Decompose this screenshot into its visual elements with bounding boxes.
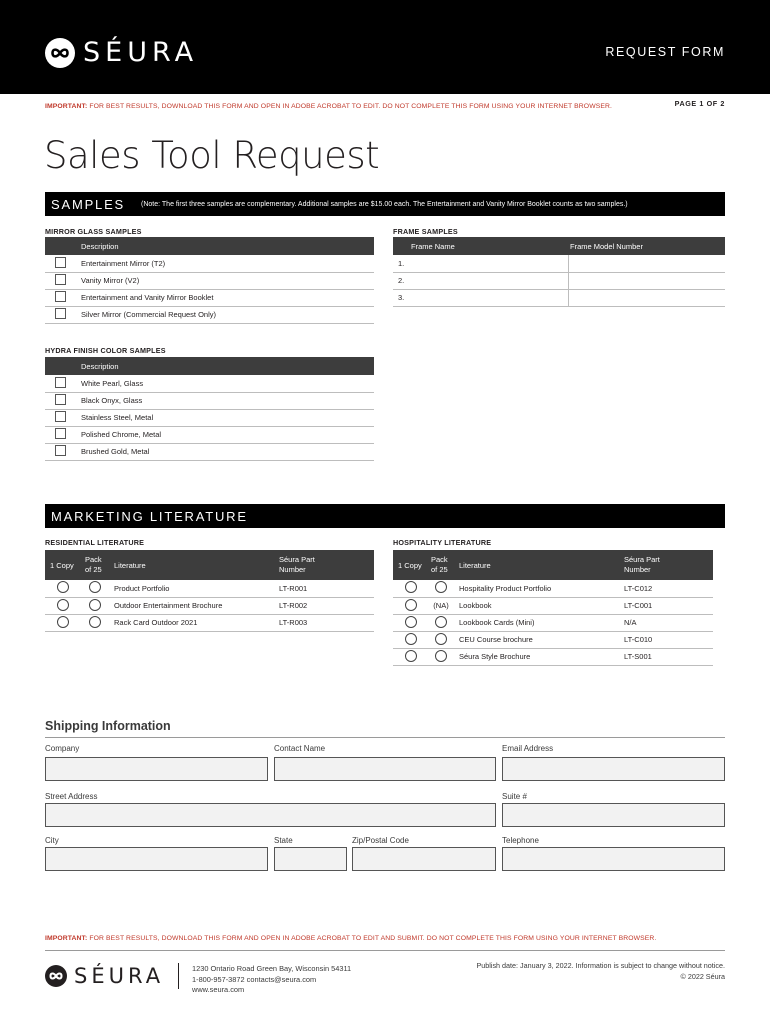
pack-label-line1: Pack [431, 555, 448, 564]
state-field[interactable] [274, 847, 347, 871]
list-item: Entertainment Mirror (T2) [75, 255, 374, 272]
samples-section-bar [45, 192, 725, 216]
suite-label: Suite # [502, 792, 527, 801]
lookbook-cards-1copy-radio[interactable] [405, 616, 417, 628]
table-row [45, 426, 374, 443]
divider [178, 963, 179, 989]
frame-name-field-2[interactable] [393, 272, 568, 289]
polished-chrome-checkbox[interactable] [55, 428, 66, 439]
pack-not-available: (NA) [428, 597, 454, 614]
list-item: Vanity Mirror (V2) [75, 272, 374, 289]
table-row [45, 272, 374, 289]
part-number: LT-R001 [279, 580, 374, 597]
residential-table [45, 550, 374, 632]
zip-label: Zip/Postal Code [352, 836, 409, 845]
website-link[interactable]: www.seura.com [192, 985, 245, 994]
contact-line: 1-800-957-3872 contacts@seura.com [192, 974, 317, 984]
part-label-line2: Number [624, 565, 651, 574]
copy-col-header: 1 Copy [393, 550, 428, 580]
pack-label-line2: of 25 [431, 565, 448, 574]
mirror-glass-table [45, 237, 374, 324]
literature-name: CEU Course brochure [454, 631, 624, 648]
list-item: Polished Chrome, Metal [75, 426, 374, 443]
checkbox-col-header [45, 237, 75, 255]
company-field[interactable] [45, 757, 268, 781]
style-brochure-1copy-radio[interactable] [405, 650, 417, 662]
white-pearl-checkbox[interactable] [55, 377, 66, 388]
literature-name: Lookbook [454, 597, 624, 614]
page-title: Sales Tool Request [44, 134, 380, 177]
part-label-line2: Number [279, 565, 306, 574]
list-item: Entertainment and Vanity Mirror Booklet [75, 289, 374, 306]
header-bar [0, 0, 770, 94]
frame-name-field-1[interactable] [393, 255, 568, 272]
pack-col-header [81, 550, 109, 580]
lookbook-cards-pack-radio[interactable] [435, 616, 447, 628]
hosp-portfolio-1copy-radio[interactable] [405, 581, 417, 593]
frame-model-field-2[interactable] [568, 272, 725, 289]
notice-top-text: FOR BEST RESULTS, DOWNLOAD THIS FORM AND OPEN IN ADOBE ACROBAT TO EDIT. DO NOT COMPLETE THIS FORM USING YOUR INTERNET BROWSER. [89, 103, 612, 110]
address-line: 1230 Ontario Road Green Bay, Wisconsin 54311 [192, 964, 352, 973]
marketing-title: MARKETING LITERATURE [51, 508, 248, 524]
table-row [45, 306, 374, 323]
literature-col-header: Literature [454, 550, 624, 580]
divider [45, 737, 725, 738]
brand-logo [45, 37, 198, 68]
portfolio-pack-radio[interactable] [89, 581, 101, 593]
list-item: Stainless Steel, Metal [75, 409, 374, 426]
table-row [45, 255, 374, 272]
table-row [393, 614, 713, 631]
stainless-steel-checkbox[interactable] [55, 411, 66, 422]
frame-model-field-3[interactable] [568, 289, 725, 306]
city-label: City [45, 836, 59, 845]
pack-label-line2: of 25 [85, 565, 102, 574]
publish-info [476, 960, 725, 982]
table-row [45, 409, 374, 426]
contact-label: Contact Name [274, 744, 326, 753]
table-header-row [45, 237, 374, 255]
table-row [393, 289, 725, 306]
table-header-row [393, 237, 725, 255]
literature-name: Rack Card Outdoor 2021 [109, 614, 279, 631]
table-header-row [45, 550, 374, 580]
hydra-heading: HYDRA FINISH COLOR SAMPLES [45, 346, 166, 355]
residential-heading: RESIDENTIAL LITERATURE [45, 538, 145, 547]
telephone-field[interactable] [502, 847, 725, 871]
suite-field[interactable] [502, 803, 725, 827]
table-header-row [45, 357, 374, 375]
phone-label: Telephone [502, 836, 539, 845]
ceu-pack-radio[interactable] [435, 633, 447, 645]
notice-bottom [45, 935, 656, 942]
part-col-header [279, 550, 374, 580]
hosp-portfolio-pack-radio[interactable] [435, 581, 447, 593]
brushed-gold-checkbox[interactable] [55, 445, 66, 456]
part-number: LT-C010 [624, 631, 713, 648]
table-row [45, 443, 374, 460]
brand-name: SÉURA [83, 37, 199, 68]
frame-name-field-3[interactable] [393, 289, 568, 306]
notice-top-label: IMPORTANT: [45, 103, 88, 110]
state-label: State [274, 836, 293, 845]
table-header-row [393, 550, 713, 580]
publish-date: Publish date: January 3, 2022. Information is subject to change without notice. [476, 961, 725, 970]
hospitality-heading: HOSPITALITY LITERATURE [393, 538, 492, 547]
list-item: Black Onyx, Glass [75, 392, 374, 409]
outdoor-brochure-1copy-radio[interactable] [57, 599, 69, 611]
notice-top [45, 103, 612, 110]
outdoor-brochure-pack-radio[interactable] [89, 599, 101, 611]
infinity-logo-icon [45, 38, 75, 68]
table-row [45, 375, 374, 392]
style-brochure-pack-radio[interactable] [435, 650, 447, 662]
table-row [393, 597, 713, 614]
frame-samples-table [393, 237, 725, 307]
ceu-1copy-radio[interactable] [405, 633, 417, 645]
pack-label-line1: Pack [85, 555, 102, 564]
frame-model-col-header: Frame Model Number [568, 237, 725, 255]
form-label: REQUEST FORM [605, 45, 725, 59]
part-number: LT-R002 [279, 597, 374, 614]
entertainment-mirror-checkbox[interactable] [55, 257, 66, 268]
marketing-section-bar [45, 504, 725, 528]
checkbox-col-header [45, 357, 75, 375]
street-address-field[interactable] [45, 803, 496, 827]
contact-name-field[interactable] [274, 757, 496, 781]
lookbook-1copy-radio[interactable] [405, 599, 417, 611]
shipping-title: Shipping Information [45, 719, 171, 733]
vanity-mirror-checkbox[interactable] [55, 274, 66, 285]
literature-name: Outdoor Entertainment Brochure [109, 597, 279, 614]
table-row [393, 648, 713, 665]
part-label-line1: Séura Part [624, 555, 660, 564]
row-number: 1. [398, 258, 405, 268]
part-number: LT-S001 [624, 648, 713, 665]
footer-logo [45, 964, 164, 988]
hydra-table [45, 357, 374, 461]
frame-model-field-1[interactable] [568, 255, 725, 272]
black-onyx-checkbox[interactable] [55, 394, 66, 405]
rack-card-pack-radio[interactable] [89, 616, 101, 628]
copyright: © 2022 Séura [680, 972, 725, 981]
table-row [393, 631, 713, 648]
table-row [45, 580, 374, 597]
table-row [393, 580, 713, 597]
email-label: Email Address [502, 744, 554, 753]
table-row [45, 392, 374, 409]
samples-title: SAMPLES [51, 196, 126, 212]
email-field[interactable] [502, 757, 725, 781]
company-label: Company [45, 744, 80, 753]
list-item: Brushed Gold, Metal [75, 443, 374, 460]
part-label-line1: Séura Part [279, 555, 315, 564]
frame-samples-heading: FRAME SAMPLES [393, 227, 458, 236]
row-number: 3. [398, 293, 405, 302]
part-number: N/A [624, 614, 713, 631]
street-label: Street Address [45, 792, 98, 801]
portfolio-1copy-radio[interactable] [57, 581, 69, 593]
description-col-header: Description [75, 237, 374, 255]
part-number: LT-C001 [624, 597, 713, 614]
literature-name: Séura Style Brochure [454, 648, 624, 665]
frame-name-col-header: Frame Name [393, 237, 568, 255]
city-field[interactable] [45, 847, 268, 871]
page-number: PAGE 1 OF 2 [674, 99, 725, 108]
zip-field[interactable] [352, 847, 496, 871]
list-item: Silver Mirror (Commercial Request Only) [75, 306, 374, 323]
pack-col-header [428, 550, 454, 580]
notice-bottom-label: IMPORTANT: [45, 935, 88, 942]
samples-note: (Note: The first three samples are complementary. Additional samples are $15.00 each. The Entertainment and Vanity Mirror Booklet counts as two samples.) [141, 200, 628, 208]
description-col-header: Description [75, 357, 374, 375]
table-row [393, 255, 725, 272]
footer-brand-name: SÉURA [74, 964, 165, 988]
silver-mirror-checkbox[interactable] [55, 308, 66, 319]
divider [45, 950, 725, 951]
literature-name: Hospitality Product Portfolio [454, 580, 624, 597]
table-row [45, 614, 374, 631]
mirror-glass-heading: MIRROR GLASS SAMPLES [45, 227, 142, 236]
rack-card-1copy-radio[interactable] [57, 616, 69, 628]
notice-bottom-text: FOR BEST RESULTS, DOWNLOAD THIS FORM AND OPEN IN ADOBE ACROBAT TO EDIT AND SUBMIT. DO NOT COMPLETE THIS FORM USING YOUR INTERNET BROWSER. [89, 935, 657, 942]
table-row [45, 289, 374, 306]
footer-address [192, 964, 351, 996]
literature-name: Product Portfolio [109, 580, 279, 597]
literature-col-header: Literature [109, 550, 279, 580]
table-row [393, 272, 725, 289]
table-row [45, 597, 374, 614]
list-item: White Pearl, Glass [75, 375, 374, 392]
row-number: 2. [398, 276, 405, 285]
part-number: LT-R003 [279, 614, 374, 631]
part-col-header [624, 550, 713, 580]
hospitality-table [393, 550, 713, 666]
mirror-booklet-checkbox[interactable] [55, 291, 66, 302]
literature-name: Lookbook Cards (Mini) [454, 614, 624, 631]
infinity-logo-icon [45, 965, 67, 987]
copy-col-header: 1 Copy [45, 550, 81, 580]
part-number: LT-C012 [624, 580, 713, 597]
